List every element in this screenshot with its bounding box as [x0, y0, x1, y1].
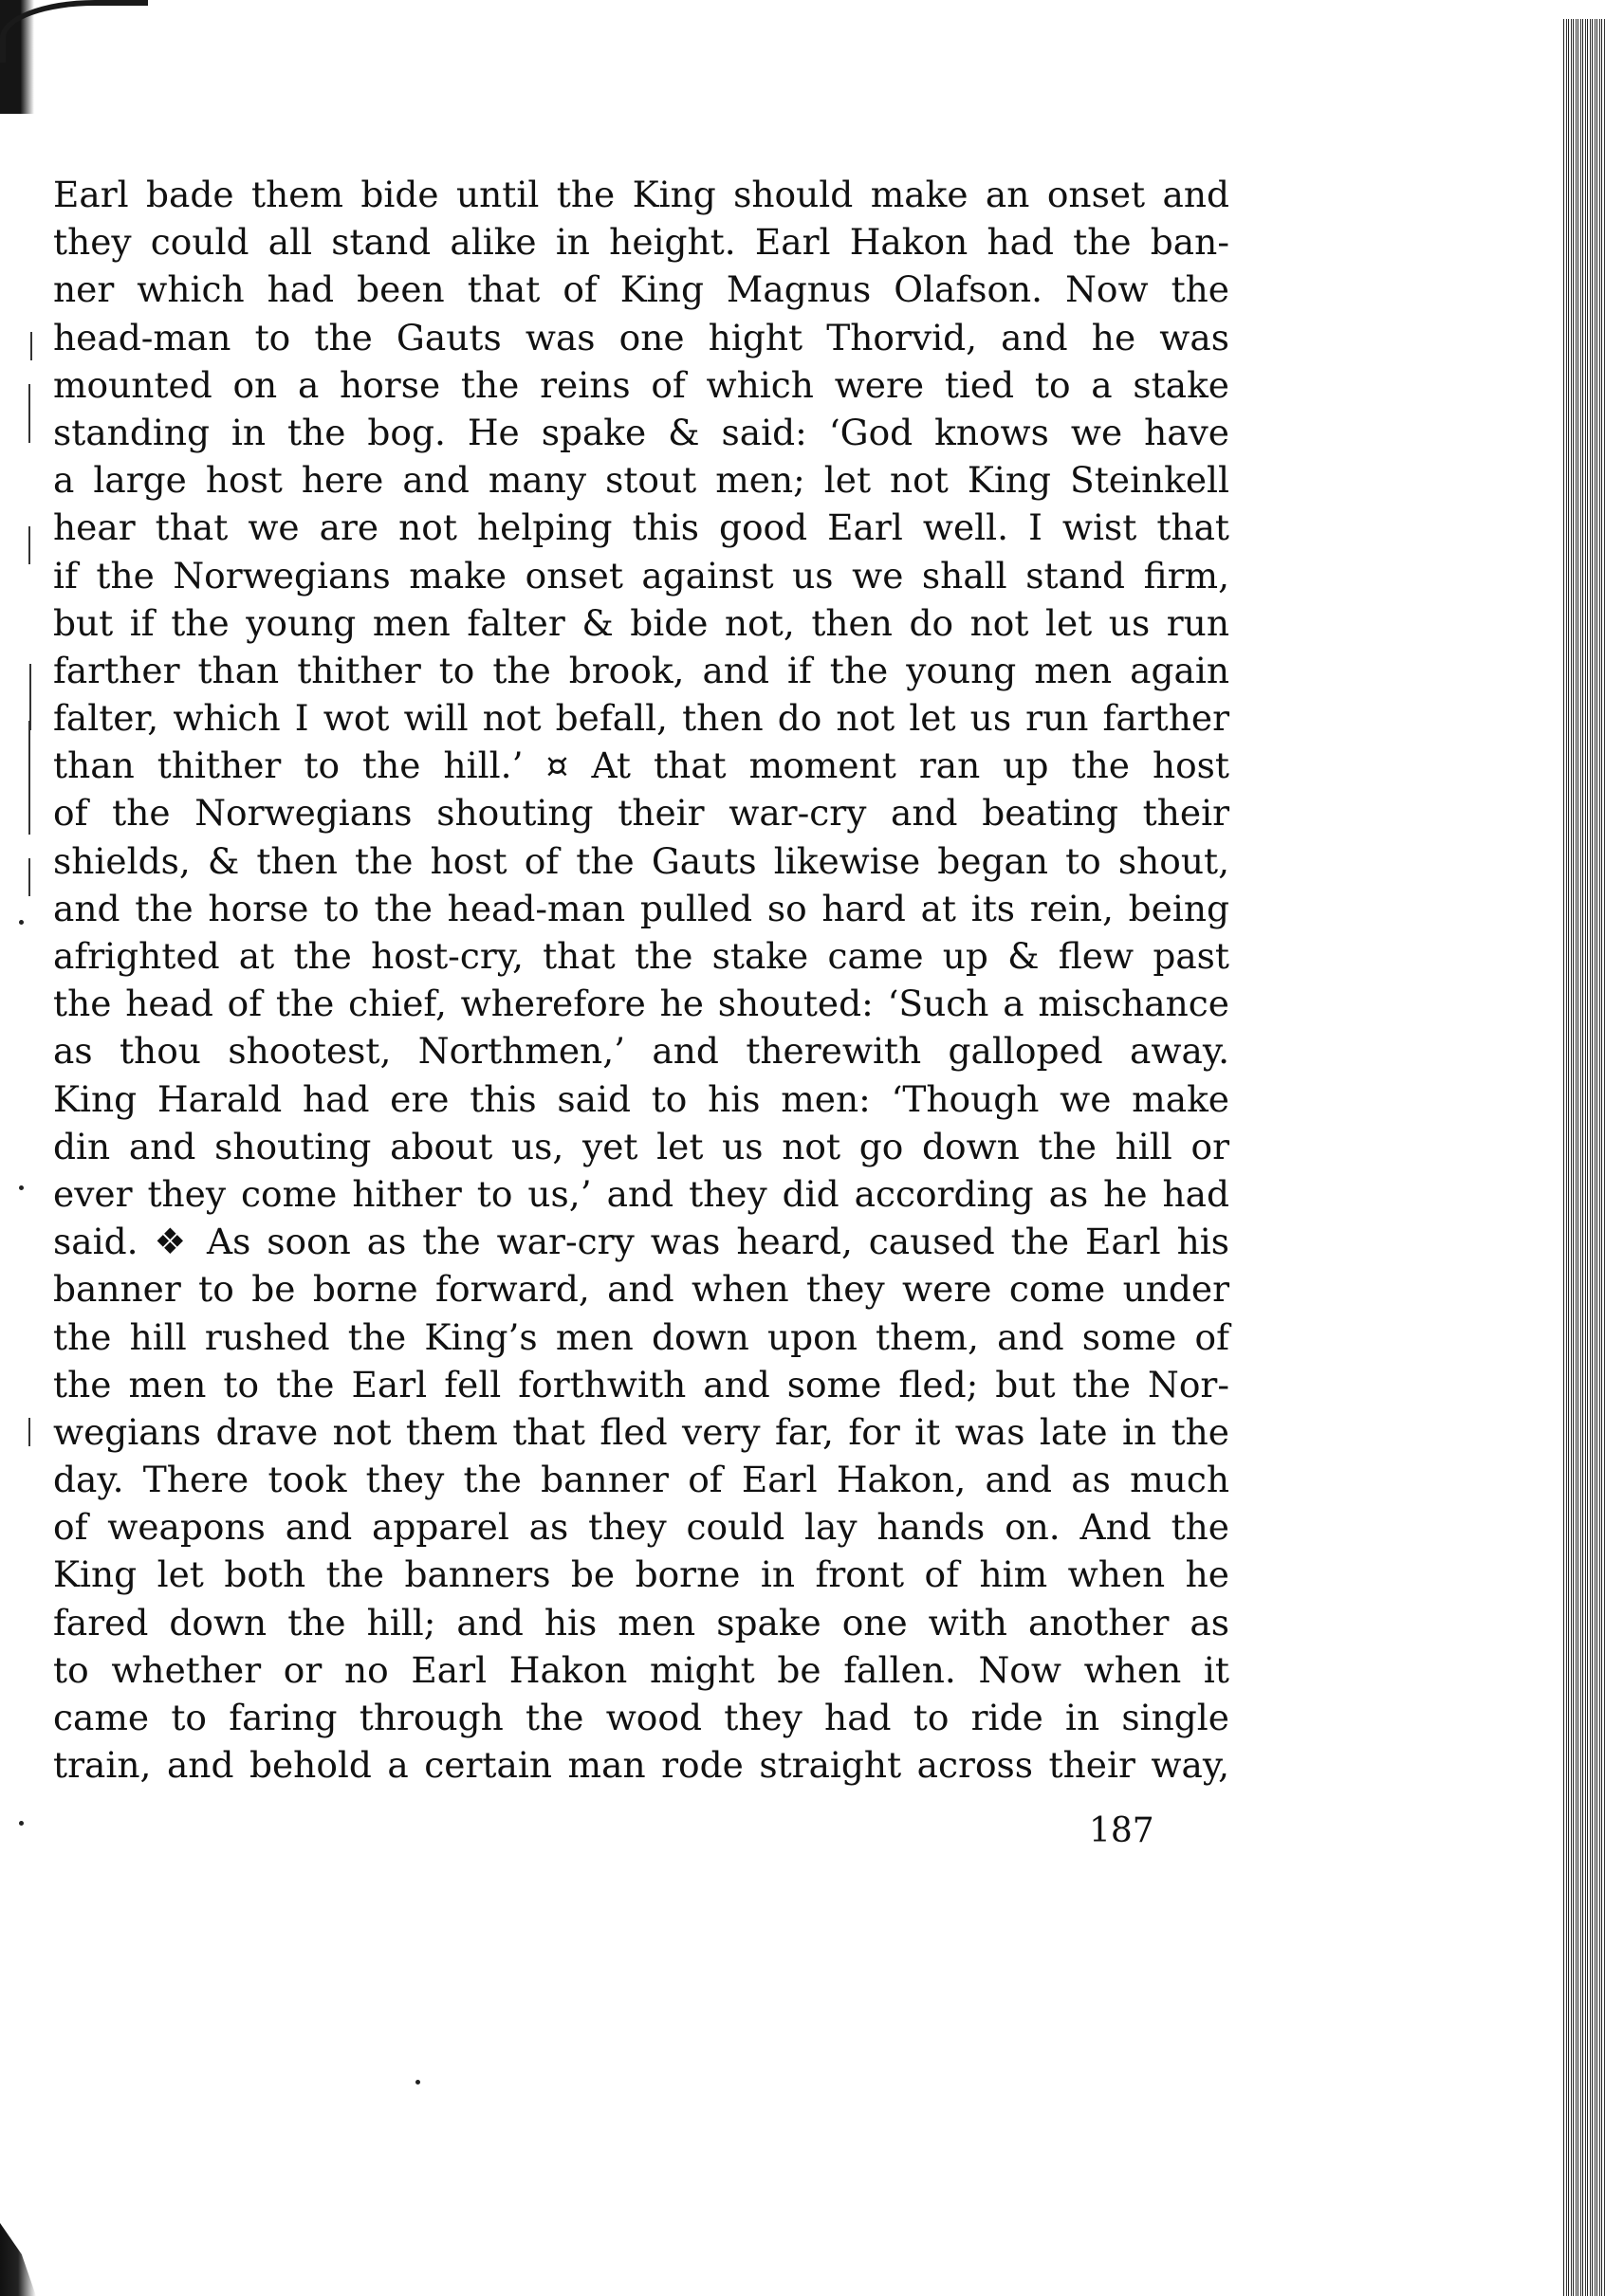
text-line: and the horse to the head-man pulled so hard at its rein, being	[53, 887, 1229, 929]
text-line: said. ❖ As soon as the war-cry was heard, caused the Earl his	[53, 1221, 1229, 1263]
binding-edge	[1563, 19, 1605, 2296]
margin-mark	[28, 721, 30, 835]
margin-mark	[28, 1418, 30, 1446]
text-line: shields, & then the host of the Gauts likewise began to shout,	[53, 839, 1229, 882]
margin-mark	[28, 858, 30, 896]
text-line: mounted on a horse the reins of which were tied to a stake	[53, 363, 1229, 406]
text-line: ever they come hither to us,’ and they did according as he had	[53, 1172, 1229, 1215]
text-line: came to faring through the wood they had to ride in single	[53, 1697, 1229, 1738]
text-line: Earl bade them bide until the King should make an onset and	[53, 174, 1229, 215]
text-line: ner which had been that of King Magnus Olafson. Now the	[53, 268, 1229, 311]
text-line: King Harald had ere this said to his men: ‘Though we make	[53, 1077, 1229, 1120]
text-line: din and shouting about us, yet let us not go down the hill or	[53, 1125, 1229, 1167]
ink-speck	[19, 920, 24, 925]
text-line: day. There took they the banner of Earl Hakon, and as much	[53, 1459, 1229, 1501]
text-line: head-man to the Gauts was one hight Thorvid, and he was	[53, 316, 1229, 358]
text-line: but if the young men falter & bide not, then do not let us run	[53, 601, 1229, 644]
text-line: of the Norwegians shouting their war-cry and beating their	[53, 792, 1229, 835]
text-line: wegians drave not them that fled very far, for it was late in the	[53, 1410, 1229, 1453]
ink-speck	[19, 1185, 24, 1190]
text-line: train, and behold a certain man rode straight across their way,	[53, 1744, 1229, 1787]
page-number: 187	[1089, 1811, 1154, 1850]
text-line: they could all stand alike in height. Earl Hakon had the ban-	[53, 221, 1229, 264]
text-line: falter, which I wot will not befall, then do not let us run farther	[53, 697, 1229, 740]
ink-speck	[415, 2080, 420, 2085]
text-line: the head of the chief, wherefore he shouted: ‘Such a mischance	[53, 983, 1229, 1025]
text-line: the hill rushed the King’s men down upon them, and some of	[53, 1315, 1229, 1358]
body-text	[53, 171, 1229, 1789]
text-line: farther than thither to the brook, and if the young men again	[53, 649, 1229, 691]
text-line: if the Norwegians make onset against us we shall stand firm,	[53, 554, 1229, 597]
text-line: to whether or no Earl Hakon might be fallen. Now when it	[53, 1648, 1229, 1691]
text-line: fared down the hill; and his men spake one with another as	[53, 1601, 1229, 1644]
margin-mark	[28, 526, 30, 564]
text-line: hear that we are not helping this good Earl well. I wist that	[53, 506, 1229, 549]
text-line: standing in the bog. He spake & said: ‘God knows we have	[53, 411, 1229, 453]
margin-mark	[30, 332, 32, 360]
scan-corner-shadow	[0, 2192, 36, 2296]
text-line: a large host here and many stout men; let not King Steinkell	[53, 459, 1229, 502]
text-line: of weapons and apparel as they could lay hands on. And the	[53, 1506, 1229, 1549]
ink-speck	[19, 1821, 24, 1826]
text-line: banner to be borne forward, and when they were come under	[53, 1268, 1229, 1311]
margin-mark	[28, 384, 30, 443]
text-line: as thou shootest, Northmen,’ and therewith galloped away.	[53, 1030, 1229, 1073]
text-line: than thither to the hill.’ ¤ At that moment ran up the host	[53, 744, 1229, 787]
text-line: King let both the banners be borne in front of him when he	[53, 1553, 1229, 1596]
text-line: the men to the Earl fell forthwith and some fled; but the Nor-	[53, 1363, 1229, 1405]
text-line: afrighted at the host-cry, that the stake came up & flew past	[53, 935, 1229, 977]
